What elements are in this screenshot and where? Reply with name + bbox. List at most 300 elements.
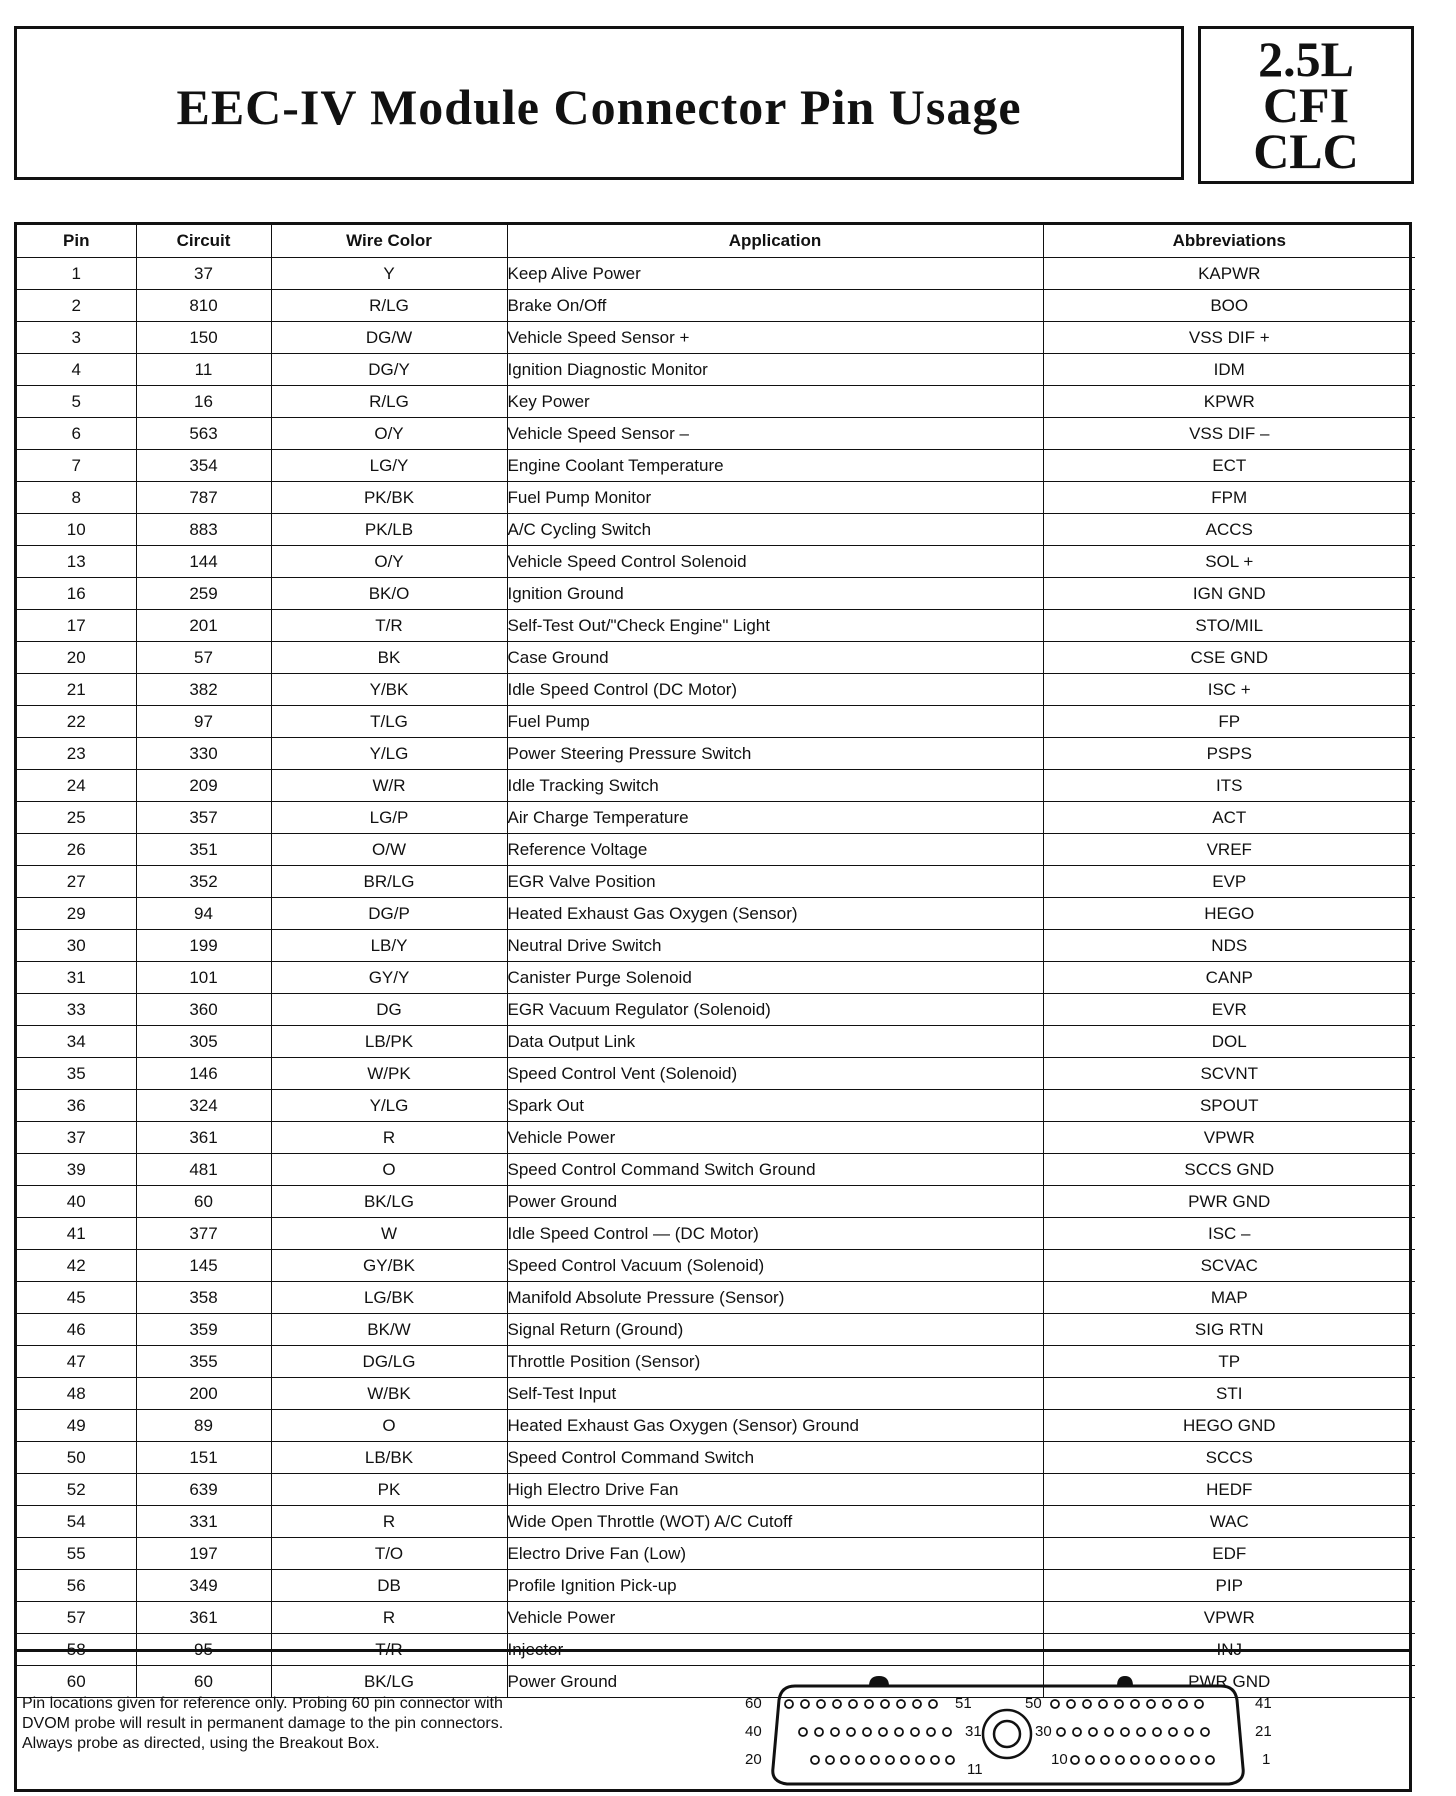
- abbreviation-cell: SPOUT: [1043, 1090, 1415, 1122]
- connector-pin-hole: [943, 1728, 951, 1736]
- application-cell: Case Ground: [507, 642, 1043, 674]
- circuit-cell: 11: [136, 354, 271, 386]
- connector-pin-hole: [815, 1728, 823, 1736]
- pin-cell: 16: [17, 578, 136, 610]
- pin-cell: 25: [17, 802, 136, 834]
- connector-pin-hole: [801, 1700, 809, 1708]
- table-row: [17, 1058, 1415, 1090]
- table-row: [17, 258, 1415, 290]
- column-header-application: Application: [507, 225, 1043, 258]
- pin-cell: 47: [17, 1346, 136, 1378]
- application-cell: High Electro Drive Fan: [507, 1474, 1043, 1506]
- connector-pin-hole: [1176, 1756, 1184, 1764]
- connector-pin-hole: [785, 1700, 793, 1708]
- abbreviation-cell: WAC: [1043, 1506, 1415, 1538]
- connector-pin-hole: [1121, 1728, 1129, 1736]
- page-title: EEC-IV Module Connector Pin Usage: [176, 79, 1022, 135]
- wire-color-cell: Y: [271, 258, 507, 290]
- application-cell: Air Charge Temperature: [507, 802, 1043, 834]
- pin-cell: 6: [17, 418, 136, 450]
- connector-pin-hole: [1105, 1728, 1113, 1736]
- note-line: Pin locations given for reference only. Probing 60 pin connector with: [22, 1695, 503, 1712]
- abbreviation-cell: HEGO: [1043, 898, 1415, 930]
- application-cell: Manifold Absolute Pressure (Sensor): [507, 1282, 1043, 1314]
- pin-cell: 26: [17, 834, 136, 866]
- connector-pin-hole: [871, 1756, 879, 1764]
- application-cell: Vehicle Speed Sensor –: [507, 418, 1043, 450]
- wire-color-cell: R: [271, 1602, 507, 1634]
- circuit-cell: 331: [136, 1506, 271, 1538]
- circuit-cell: 259: [136, 578, 271, 610]
- connector-pin-hole: [856, 1756, 864, 1764]
- connector-pin-hole: [1089, 1728, 1097, 1736]
- wire-color-cell: DG: [271, 994, 507, 1026]
- connector-pin-hole: [1073, 1728, 1081, 1736]
- circuit-cell: 199: [136, 930, 271, 962]
- application-cell: Keep Alive Power: [507, 258, 1043, 290]
- connector-pin-hole: [1131, 1756, 1139, 1764]
- table-row: [17, 1346, 1415, 1378]
- wire-color-cell: LG/BK: [271, 1282, 507, 1314]
- wire-color-cell: T/R: [271, 1634, 507, 1666]
- connector-pin-hole: [1137, 1728, 1145, 1736]
- connector-pin-hole: [1146, 1756, 1154, 1764]
- application-cell: Speed Control Command Switch: [507, 1442, 1043, 1474]
- connector-pin-hole: [1071, 1756, 1079, 1764]
- abbreviation-cell: ISC +: [1043, 674, 1415, 706]
- application-cell: Speed Control Vacuum (Solenoid): [507, 1250, 1043, 1282]
- connector-key-right: [1117, 1676, 1133, 1686]
- table-row: [17, 1090, 1415, 1122]
- pin-cell: 31: [17, 962, 136, 994]
- table-row: [17, 418, 1415, 450]
- abbreviation-cell: NDS: [1043, 930, 1415, 962]
- circuit-cell: 200: [136, 1378, 271, 1410]
- connector-pin-hole: [1147, 1700, 1155, 1708]
- wire-color-cell: DG/W: [271, 322, 507, 354]
- connector-label-31: 31: [965, 1723, 982, 1740]
- abbreviation-cell: STI: [1043, 1378, 1415, 1410]
- wire-color-cell: O/Y: [271, 546, 507, 578]
- connector-center-boss: [983, 1710, 1031, 1758]
- table-row: [17, 482, 1415, 514]
- application-cell: Throttle Position (Sensor): [507, 1346, 1043, 1378]
- abbreviation-cell: ACCS: [1043, 514, 1415, 546]
- pin-cell: 50: [17, 1442, 136, 1474]
- connector-pin-hole: [913, 1700, 921, 1708]
- circuit-cell: 563: [136, 418, 271, 450]
- wire-color-cell: DG/LG: [271, 1346, 507, 1378]
- pin-cell: 22: [17, 706, 136, 738]
- application-cell: Ignition Diagnostic Monitor: [507, 354, 1043, 386]
- table-row: [17, 1186, 1415, 1218]
- table-row: [17, 866, 1415, 898]
- pin-cell: 42: [17, 1250, 136, 1282]
- wire-color-cell: O: [271, 1410, 507, 1442]
- connector-pin-hole: [1067, 1700, 1075, 1708]
- pin-cell: 60: [17, 1666, 136, 1698]
- circuit-cell: 60: [136, 1666, 271, 1698]
- circuit-cell: 16: [136, 386, 271, 418]
- wire-color-cell: BK: [271, 642, 507, 674]
- circuit-cell: 787: [136, 482, 271, 514]
- table-row: [17, 546, 1415, 578]
- connector-pin-hole: [1101, 1756, 1109, 1764]
- connector-pin-hole: [879, 1728, 887, 1736]
- pin-cell: 23: [17, 738, 136, 770]
- pin-cell: 46: [17, 1314, 136, 1346]
- circuit-cell: 95: [136, 1634, 271, 1666]
- circuit-cell: 89: [136, 1410, 271, 1442]
- table-row: [17, 1026, 1415, 1058]
- engine-displacement: 2.5L: [1258, 31, 1354, 87]
- application-cell: A/C Cycling Switch: [507, 514, 1043, 546]
- table-row: [17, 962, 1415, 994]
- application-cell: Wide Open Throttle (WOT) A/C Cutoff: [507, 1506, 1043, 1538]
- abbreviation-cell: HEDF: [1043, 1474, 1415, 1506]
- connector-pin-hole: [1115, 1700, 1123, 1708]
- pin-cell: 36: [17, 1090, 136, 1122]
- application-cell: EGR Valve Position: [507, 866, 1043, 898]
- abbreviation-cell: SCCS: [1043, 1442, 1415, 1474]
- pin-cell: 2: [17, 290, 136, 322]
- abbreviation-cell: STO/MIL: [1043, 610, 1415, 642]
- application-cell: Power Ground: [507, 1666, 1043, 1698]
- circuit-cell: 352: [136, 866, 271, 898]
- connector-label-30: 30: [1035, 1723, 1052, 1740]
- abbreviation-cell: CANP: [1043, 962, 1415, 994]
- application-cell: Canister Purge Solenoid: [507, 962, 1043, 994]
- table-row: [17, 290, 1415, 322]
- circuit-cell: 354: [136, 450, 271, 482]
- wire-color-cell: LB/PK: [271, 1026, 507, 1058]
- circuit-cell: 37: [136, 258, 271, 290]
- circuit-cell: 639: [136, 1474, 271, 1506]
- application-cell: Engine Coolant Temperature: [507, 450, 1043, 482]
- wire-color-cell: Y/LG: [271, 738, 507, 770]
- wire-color-cell: W: [271, 1218, 507, 1250]
- abbreviation-cell: HEGO GND: [1043, 1410, 1415, 1442]
- abbreviation-cell: EDF: [1043, 1538, 1415, 1570]
- table-row: [17, 642, 1415, 674]
- engine-badge: [1198, 26, 1414, 184]
- wire-color-cell: O/Y: [271, 418, 507, 450]
- table-row: [17, 930, 1415, 962]
- wire-color-cell: PK/BK: [271, 482, 507, 514]
- column-header-abbreviations: Abbreviations: [1043, 225, 1415, 258]
- table-row: [17, 354, 1415, 386]
- circuit-cell: 481: [136, 1154, 271, 1186]
- connector-pin-hole: [1131, 1700, 1139, 1708]
- connector-pin-hole: [901, 1756, 909, 1764]
- application-cell: Self-Test Input: [507, 1378, 1043, 1410]
- application-cell: Signal Return (Ground): [507, 1314, 1043, 1346]
- wire-color-cell: W/BK: [271, 1378, 507, 1410]
- connector-pin-hole: [1179, 1700, 1187, 1708]
- connector-pin-hole: [895, 1728, 903, 1736]
- circuit-cell: 144: [136, 546, 271, 578]
- circuit-cell: 361: [136, 1602, 271, 1634]
- table-row: [17, 1218, 1415, 1250]
- wire-color-cell: LG/Y: [271, 450, 507, 482]
- column-header-circuit: Circuit: [136, 225, 271, 258]
- pin-cell: 52: [17, 1474, 136, 1506]
- pin-cell: 48: [17, 1378, 136, 1410]
- table-row: [17, 802, 1415, 834]
- column-header-pin: Pin: [17, 225, 136, 258]
- pin-cell: 45: [17, 1282, 136, 1314]
- abbreviation-cell: PWR GND: [1043, 1186, 1415, 1218]
- circuit-cell: 358: [136, 1282, 271, 1314]
- pin-cell: 49: [17, 1410, 136, 1442]
- connector-pin-hole: [833, 1700, 841, 1708]
- connector-center-hole: [994, 1721, 1020, 1747]
- table-row: [17, 1506, 1415, 1538]
- wire-color-cell: BK/W: [271, 1314, 507, 1346]
- wire-color-cell: T/LG: [271, 706, 507, 738]
- connector-pin-hole: [1163, 1700, 1171, 1708]
- table-row: [17, 994, 1415, 1026]
- abbreviation-cell: IGN GND: [1043, 578, 1415, 610]
- wire-color-cell: DB: [271, 1570, 507, 1602]
- abbreviation-cell: VSS DIF +: [1043, 322, 1415, 354]
- pin-cell: 1: [17, 258, 136, 290]
- table-row: [17, 898, 1415, 930]
- pin-cell: 17: [17, 610, 136, 642]
- abbreviation-cell: IDM: [1043, 354, 1415, 386]
- application-cell: Idle Speed Control (DC Motor): [507, 674, 1043, 706]
- connector-pin-holes: [785, 1700, 1214, 1764]
- pin-usage-sheet: [14, 222, 1412, 1792]
- connector-pin-hole: [865, 1700, 873, 1708]
- circuit-cell: 150: [136, 322, 271, 354]
- application-cell: Profile Ignition Pick-up: [507, 1570, 1043, 1602]
- connector-pin-hole: [1153, 1728, 1161, 1736]
- pin-cell: 21: [17, 674, 136, 706]
- circuit-cell: 60: [136, 1186, 271, 1218]
- application-cell: Electro Drive Fan (Low): [507, 1538, 1043, 1570]
- wire-color-cell: LB/Y: [271, 930, 507, 962]
- abbreviation-cell: VPWR: [1043, 1602, 1415, 1634]
- application-cell: Idle Tracking Switch: [507, 770, 1043, 802]
- circuit-cell: 377: [136, 1218, 271, 1250]
- table-row: [17, 450, 1415, 482]
- abbreviation-cell: ISC –: [1043, 1218, 1415, 1250]
- connector-pin-hole: [886, 1756, 894, 1764]
- table-row: [17, 514, 1415, 546]
- probe-warning-note: [22, 1694, 662, 1754]
- abbreviation-cell: FP: [1043, 706, 1415, 738]
- abbreviation-cell: ACT: [1043, 802, 1415, 834]
- table-body: [17, 258, 1415, 1698]
- wire-color-cell: R/LG: [271, 290, 507, 322]
- application-cell: Speed Control Vent (Solenoid): [507, 1058, 1043, 1090]
- connector-pin-hole: [946, 1756, 954, 1764]
- connector-pin-hole: [1099, 1700, 1107, 1708]
- table-row: [17, 1314, 1415, 1346]
- table-row: [17, 1378, 1415, 1410]
- table-row: [17, 1250, 1415, 1282]
- table-row: [17, 706, 1415, 738]
- pin-cell: 54: [17, 1506, 136, 1538]
- pin-cell: 34: [17, 1026, 136, 1058]
- connector-pin-hole: [1116, 1756, 1124, 1764]
- abbreviation-cell: PIP: [1043, 1570, 1415, 1602]
- abbreviation-cell: ECT: [1043, 450, 1415, 482]
- application-cell: Fuel Pump: [507, 706, 1043, 738]
- pin-cell: 4: [17, 354, 136, 386]
- wire-color-cell: R: [271, 1122, 507, 1154]
- abbreviation-cell: DOL: [1043, 1026, 1415, 1058]
- abbreviation-cell: PSPS: [1043, 738, 1415, 770]
- pin-cell: 7: [17, 450, 136, 482]
- circuit-cell: 810: [136, 290, 271, 322]
- connector-pin-hole: [1185, 1728, 1193, 1736]
- table-row: [17, 322, 1415, 354]
- circuit-cell: 201: [136, 610, 271, 642]
- abbreviation-cell: SOL +: [1043, 546, 1415, 578]
- abbreviation-cell: SCCS GND: [1043, 1154, 1415, 1186]
- wire-color-cell: DG/P: [271, 898, 507, 930]
- wire-color-cell: BK/LG: [271, 1666, 507, 1698]
- connector-pin-hole: [911, 1728, 919, 1736]
- circuit-cell: 330: [136, 738, 271, 770]
- circuit-cell: 97: [136, 706, 271, 738]
- connector-pin-hole: [881, 1700, 889, 1708]
- pin-cell: 13: [17, 546, 136, 578]
- wire-color-cell: GY/Y: [271, 962, 507, 994]
- connector-pin-hole: [849, 1700, 857, 1708]
- circuit-cell: 151: [136, 1442, 271, 1474]
- application-cell: Neutral Drive Switch: [507, 930, 1043, 962]
- circuit-cell: 359: [136, 1314, 271, 1346]
- connector-pin-hole: [817, 1700, 825, 1708]
- wire-color-cell: PK/LB: [271, 514, 507, 546]
- pin-cell: 24: [17, 770, 136, 802]
- circuit-cell: 324: [136, 1090, 271, 1122]
- pin-cell: 41: [17, 1218, 136, 1250]
- title-box: [14, 26, 1184, 180]
- table-row: [17, 1474, 1415, 1506]
- table-row: [17, 738, 1415, 770]
- pin-cell: 55: [17, 1538, 136, 1570]
- pin-cell: 5: [17, 386, 136, 418]
- application-cell: Key Power: [507, 386, 1043, 418]
- pin-cell: 56: [17, 1570, 136, 1602]
- pin-cell: 35: [17, 1058, 136, 1090]
- application-cell: Vehicle Power: [507, 1122, 1043, 1154]
- connector-pin-hole: [863, 1728, 871, 1736]
- connector-pin-hole: [1195, 1700, 1203, 1708]
- connector-pin-hole: [931, 1756, 939, 1764]
- wire-color-cell: BR/LG: [271, 866, 507, 898]
- connector-outline: [773, 1686, 1243, 1784]
- wire-color-cell: O: [271, 1154, 507, 1186]
- abbreviation-cell: SCVAC: [1043, 1250, 1415, 1282]
- pin-cell: 20: [17, 642, 136, 674]
- table-header-row: [17, 225, 1415, 258]
- abbreviation-cell: SCVNT: [1043, 1058, 1415, 1090]
- application-cell: Vehicle Speed Control Solenoid: [507, 546, 1043, 578]
- note-line: DVOM probe will result in permanent damage to the pin connectors.: [22, 1715, 504, 1732]
- application-cell: Ignition Ground: [507, 578, 1043, 610]
- connector-label-20: 20: [745, 1751, 762, 1768]
- connector-pin-hole: [1086, 1756, 1094, 1764]
- circuit-cell: 57: [136, 642, 271, 674]
- connector-label-1: 1: [1262, 1751, 1271, 1768]
- table-row: [17, 1122, 1415, 1154]
- application-cell: Vehicle Speed Sensor +: [507, 322, 1043, 354]
- application-cell: Spark Out: [507, 1090, 1043, 1122]
- connector-label-10: 10: [1051, 1751, 1068, 1768]
- footer: [17, 1649, 1409, 1792]
- abbreviation-cell: BOO: [1043, 290, 1415, 322]
- wire-color-cell: Y/BK: [271, 674, 507, 706]
- wire-color-cell: PK: [271, 1474, 507, 1506]
- connector-pin-hole: [811, 1756, 819, 1764]
- pin-cell: 33: [17, 994, 136, 1026]
- table-row: [17, 610, 1415, 642]
- application-cell: Idle Speed Control — (DC Motor): [507, 1218, 1043, 1250]
- connector-pin-hole: [1206, 1756, 1214, 1764]
- connector-pin-hole: [799, 1728, 807, 1736]
- wire-color-cell: O/W: [271, 834, 507, 866]
- table-row: [17, 386, 1415, 418]
- wire-color-cell: Y/LG: [271, 1090, 507, 1122]
- pin-cell: 30: [17, 930, 136, 962]
- wire-color-cell: BK/O: [271, 578, 507, 610]
- connector-pin-hole: [1051, 1700, 1059, 1708]
- pin-cell: 10: [17, 514, 136, 546]
- table-row: [17, 578, 1415, 610]
- circuit-cell: 101: [136, 962, 271, 994]
- table-row: [17, 1154, 1415, 1186]
- circuit-cell: 349: [136, 1570, 271, 1602]
- pin-usage-table: [17, 225, 1415, 1698]
- abbreviation-cell: KPWR: [1043, 386, 1415, 418]
- application-cell: Speed Control Command Switch Ground: [507, 1154, 1043, 1186]
- wire-color-cell: W/R: [271, 770, 507, 802]
- pin-cell: 3: [17, 322, 136, 354]
- abbreviation-cell: EVR: [1043, 994, 1415, 1026]
- connector-pin-hole: [916, 1756, 924, 1764]
- wire-color-cell: T/O: [271, 1538, 507, 1570]
- connector-pin-hole: [927, 1728, 935, 1736]
- wire-color-cell: LB/BK: [271, 1442, 507, 1474]
- table-row: [17, 770, 1415, 802]
- application-cell: Injector: [507, 1634, 1043, 1666]
- connector-pin-hole: [929, 1700, 937, 1708]
- abbreviation-cell: KAPWR: [1043, 258, 1415, 290]
- application-cell: Vehicle Power: [507, 1602, 1043, 1634]
- circuit-cell: 357: [136, 802, 271, 834]
- pin-cell: 40: [17, 1186, 136, 1218]
- abbreviation-cell: PWR GND: [1043, 1666, 1415, 1698]
- table-row: [17, 1410, 1415, 1442]
- connector-pin-hole: [826, 1756, 834, 1764]
- wire-color-cell: GY/BK: [271, 1250, 507, 1282]
- application-cell: Data Output Link: [507, 1026, 1043, 1058]
- circuit-cell: 382: [136, 674, 271, 706]
- abbreviation-cell: ITS: [1043, 770, 1415, 802]
- circuit-cell: 197: [136, 1538, 271, 1570]
- pin-cell: 27: [17, 866, 136, 898]
- circuit-cell: 883: [136, 514, 271, 546]
- application-cell: Fuel Pump Monitor: [507, 482, 1043, 514]
- engine-injection: CFI: [1262, 77, 1350, 133]
- connector-pin-hole: [841, 1756, 849, 1764]
- abbreviation-cell: CSE GND: [1043, 642, 1415, 674]
